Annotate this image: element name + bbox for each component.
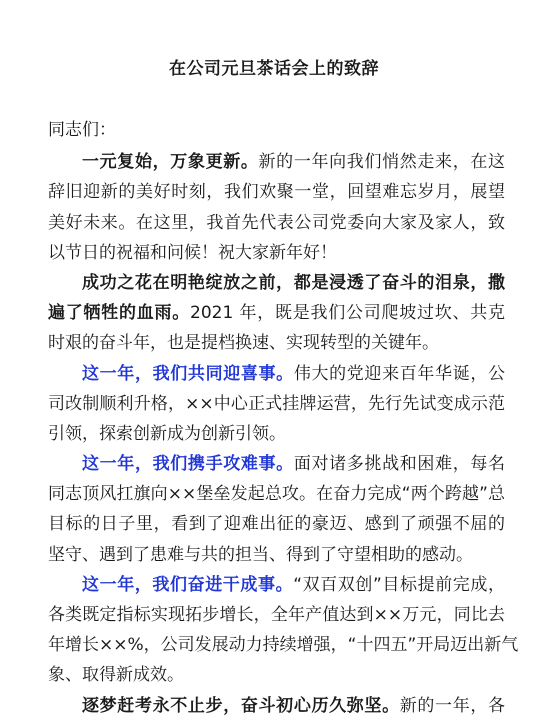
paragraph-lead-highlight: 这一年，我们携手攻难事。	[82, 454, 294, 475]
paragraph-line	[48, 570, 505, 600]
paragraph-text: 新的一年向我们悄然走来，在这	[258, 152, 506, 173]
paragraph-5	[48, 570, 519, 691]
paragraph-lead: 一元复始，万象更新。	[82, 152, 259, 173]
paragraph-line: 引领，探索创新成为创新引领。	[48, 423, 286, 444]
salutation: 同志们：	[48, 120, 116, 140]
paragraph-lead-highlight: 这一年，我们共同迎喜事。	[82, 363, 294, 384]
paragraph-lead-continued: 遍了牺牲的血雨。	[48, 303, 191, 324]
paragraph-lead: 成功之花在明艳绽放之前，都是浸透了奋斗的泪泉，撒	[82, 272, 505, 293]
paragraph-line: 时艰的奋斗年，也是提档换速、实现转型的关键年。	[48, 333, 439, 354]
paragraph-6	[48, 691, 505, 721]
paragraph-text: “双百双创”目标提前完成，	[293, 574, 505, 595]
document-body	[48, 115, 519, 721]
paragraph-line: 以节日的祝福和问候！祝大家新年好！	[48, 242, 337, 263]
paragraph-text: 伟大的党迎来百年华诞，公	[293, 363, 506, 384]
paragraph-line: 坚守、遇到了患难与共的担当、得到了守望相助的感动。	[48, 544, 473, 565]
paragraph-text: 新的一年，各	[399, 695, 506, 716]
paragraph-text: 2021 年，既是我们公司爬坡过坎、共克	[190, 303, 505, 324]
paragraph-line	[48, 691, 505, 721]
paragraph-1	[48, 147, 505, 268]
paragraph-lead: 逐梦赶考永不止步，奋斗初心历久弥坚。	[82, 695, 400, 716]
paragraph-4	[48, 449, 505, 570]
paragraph-line: 辞旧迎新的美好时刻，我们欢聚一堂，回望难忘岁月，展望	[48, 182, 505, 203]
paragraph-line: 年增长××%，公司发展动力持续增强，“十四五”开局迈出新气	[48, 635, 519, 656]
paragraph-2	[48, 268, 505, 359]
document-title: 在公司元旦茶话会上的致辞	[169, 59, 379, 79]
paragraph-line	[48, 359, 505, 389]
paragraph-3	[48, 359, 505, 450]
paragraph-line: 象、取得新成效。	[48, 665, 184, 686]
paragraph-line	[48, 298, 505, 328]
paragraph-line: 目标的日子里，看到了迎难出征的豪迈、感到了顽强不屈的	[48, 514, 505, 535]
paragraph-lead-highlight: 这一年，我们奋进干成事。	[82, 574, 294, 595]
paragraph-line: 美好未来。在这里，我首先代表公司党委向大家及家人，致	[48, 212, 505, 233]
paragraph-line: 同志顶风扛旗向××堡垒发起总攻。在奋力完成“两个跨越”总	[48, 484, 505, 505]
paragraph-line: 各类既定指标实现拓步增长，全年产值达到××万元，同比去	[48, 605, 505, 625]
paragraph-line	[48, 449, 505, 479]
paragraph-line	[48, 147, 505, 177]
paragraph-text: 面对诸多挑战和困难，每名	[293, 454, 506, 475]
paragraph-line: 司改制顺利升格，××中心正式挂牌运营，先行先试变成示范	[48, 393, 505, 414]
